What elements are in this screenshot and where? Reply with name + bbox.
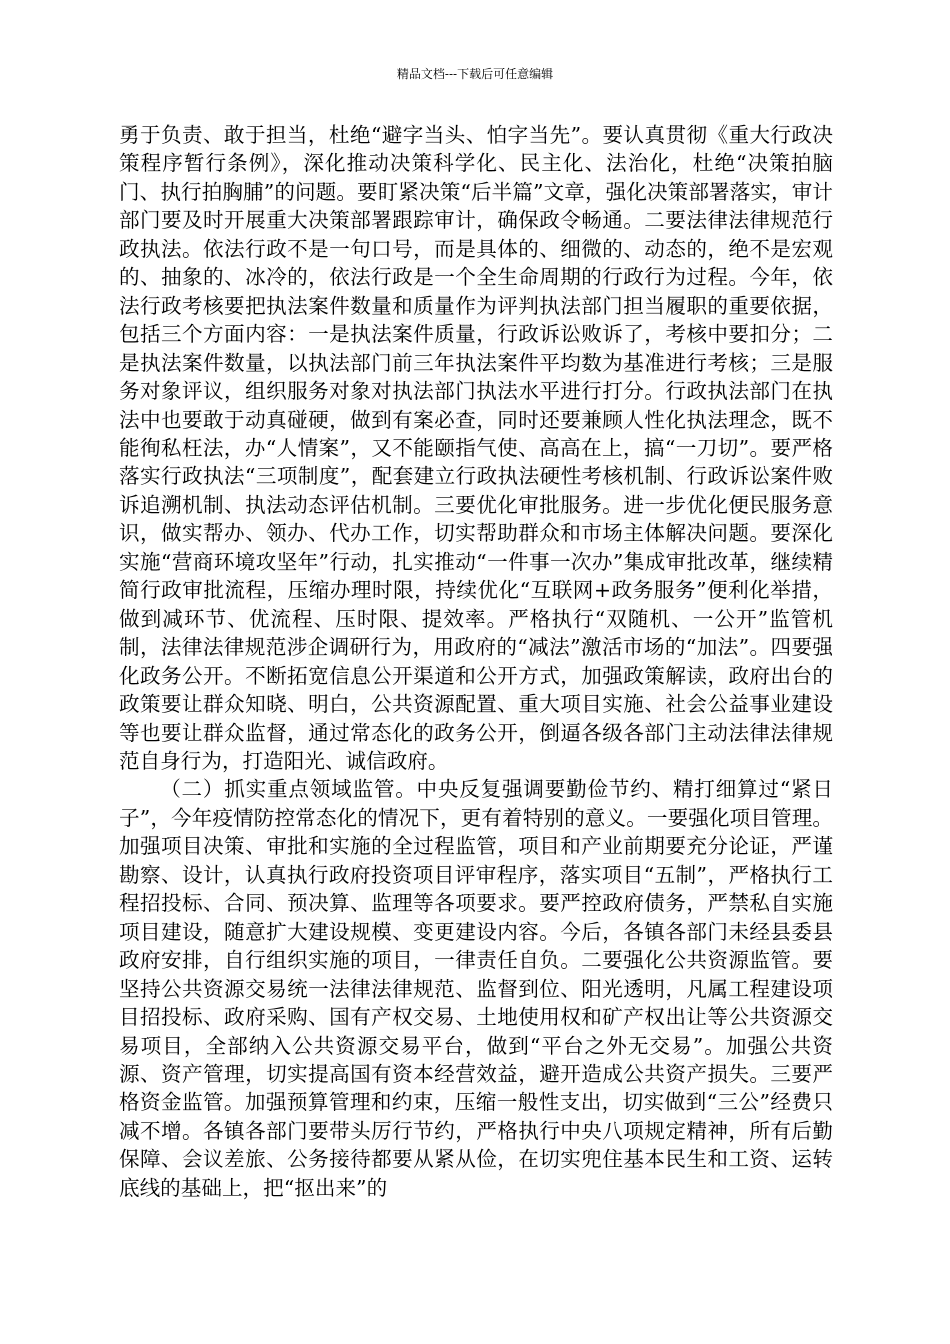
document-body [119, 121, 833, 1202]
page-header: 精品文档---下载后可任意编辑 [396, 67, 554, 81]
paragraph-continued: 勇于负责、敢于担当，杜绝“避字当头、怕字当先”。要认真贯彻《重大行政决策程序暂行条例》，深化推动决策科学化、民主化、法治化，杜绝“决策拍脑门、执行拍胸脯”的问题。要盯紧决策“后半篇”文章，强化决策部署落实，审计部门要及时开展重大决策部署跟踪审计，确保政令畅通。二要法律法律规范行政执法。依法行政不是一句口号，而是具体的、细微的、动态的，绝不是宏观的、抽象的、冰冷的，依法行政是一个全生命周期的行政行为过程。今年，依法行政考核要把执法案件数量和质量作为评判执法部门担当履职的重要依据，包括三个方面内容：一是执法案件质量，行政诉讼败诉了，考核中要扣分；二是执法案件数量，以执法部门前三年执法案件平均数为基准进行考核；三是服务对象评议，组织服务对象对执法部门执法水平进行打分。行政执法部门在执法中也要敢于动真碰硬，做到有案必查，同时还要兼顾人性化执法理念，既不能徇私枉法，办“人情案”，又不能颐指气使、高高在上，搞“一刀切”。要严格落实行政执法“三项制度”，配套建立行政执法硬性考核机制、行政诉讼案件败诉追溯机制、执法动态评估机制。三要优化审批服务。进一步优化便民服务意识，做实帮办、领办、代办工作，切实帮助群众和市场主体解决问题。要深化实施“营商环境攻坚年”行动，扎实推动“一件事一次办”集成审批改革，继续精简行政审批流程，压缩办理时限，持续优化“互联网+政务服务”便利化举措，做到减环节、优流程、压时限、提效率。严格执行“双随机、一公开”监管机制，法律法律规范涉企调研行为，用政府的“减法”激活市场的“加法”。四要强化政务公开。不断拓宽信息公开渠道和公开方式，加强政策解读，政府出台的政策要让群众知晓、明白，公共资源配置、重大项目实施、社会公益事业建设等也要让群众监督，通过常态化的政务公开，倒逼各级各部门主动法律法律规范自身行为，打造阳光、诚信政府。 [119, 123, 833, 773]
paragraph-section-two: （二）抓实重点领域监管。中央反复强调要勤俭节约、精打细算过“紧日子”，今年疫情防控常态化的情况下，更有着特别的意义。一要强化项目管理。加强项目决策、审批和实施的全过程监管，项目和产业前期要充分论证，严谨勘察、设计，认真执行政府投资项目评审程序，落实项目“五制”，严格执行工程招投标、合同、预决算、监理等各项要求。要严控政府债务，严禁私自实施项目建设，随意扩大建设规模、变更建设内容。今后，各镇各部门未经县委县政府安排，自行组织实施的项目，一律责任自负。二要强化公共资源监管。要坚持公共资源交易统一法律法律规范、监督到位、阳光透明，凡属工程建设项目招投标、政府采购、国有产权交易、土地使用权和矿产权出让等公共资源交易项目，全部纳入公共资源交易平台，做到“平台之外无交易”。加强公共资源、资产管理，切实提高国有资本经营效益，避开造成公共资产损失。三要严格资金监管。加强预算管理和约束，压缩一般性支出，切实做到“三公”经费只减不增。各镇各部门要带头厉行节约，严格执行中央八项规定精神，所有后勤保障、会议差旅、公务接待都要从紧从俭，在切实兜住基本民生和工资、运转底线的基础上，把“抠出来”的 [119, 777, 833, 1200]
